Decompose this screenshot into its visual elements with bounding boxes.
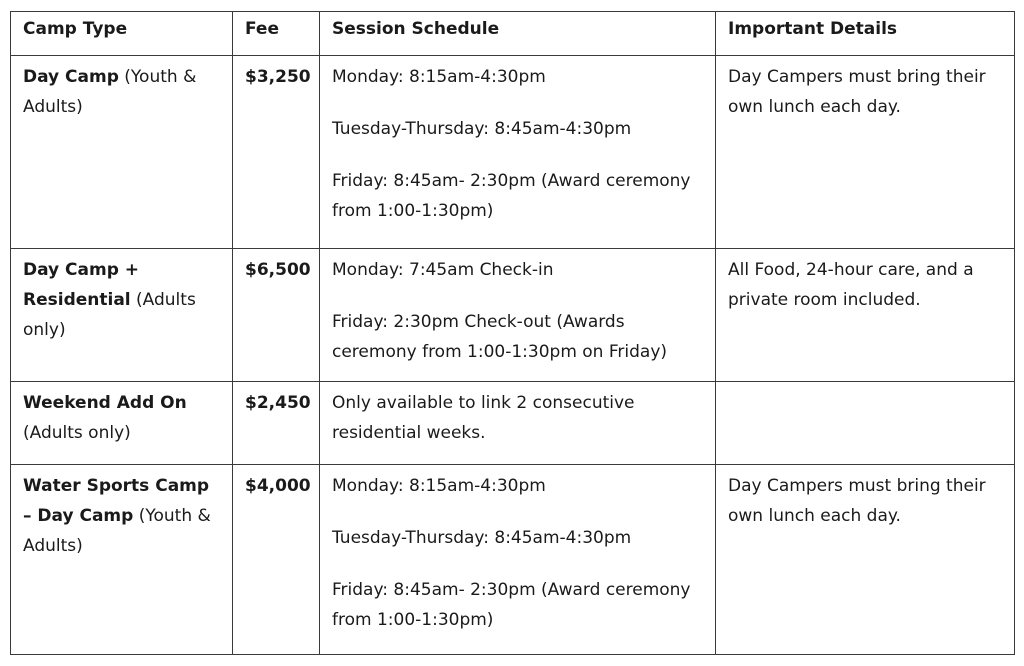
schedule-line: Monday: 8:15am-4:30pm	[332, 67, 546, 87]
header-fee: Fee	[233, 12, 320, 56]
camp-type-audience: (Adults only)	[23, 423, 131, 443]
schedule-line: Monday: 8:15am-4:30pm	[332, 476, 546, 496]
table-row	[11, 56, 1015, 249]
details-cell: All Food, 24-hour care, and a private room included.	[716, 249, 1015, 382]
camp-type-cell	[11, 56, 233, 249]
schedule-line: Friday: 2:30pm Check-out (Awards ceremony from 1:00-1:30pm on Friday)	[332, 312, 668, 362]
camp-pricing-table	[10, 11, 1015, 655]
camp-type-name: Day Camp + Residential	[23, 260, 140, 310]
table-header-row	[11, 12, 1015, 56]
schedule-line: Tuesday-Thursday: 8:45am-4:30pm	[332, 528, 632, 548]
schedule-cell	[320, 249, 716, 382]
details-cell	[716, 382, 1015, 465]
table-row	[11, 249, 1015, 382]
camp-type-cell	[11, 382, 233, 465]
schedule-line: Friday: 8:45am- 2:30pm (Award ceremony from 1:00-1:30pm)	[332, 580, 691, 630]
details-cell: Day Campers must bring their own lunch each day.	[716, 56, 1015, 249]
fee-cell: $6,500	[233, 249, 320, 382]
fee-cell: $4,000	[233, 465, 320, 655]
details-cell: Day Campers must bring their own lunch each day.	[716, 465, 1015, 655]
schedule-cell	[320, 56, 716, 249]
camp-type-audience: (Adults only)	[23, 290, 196, 340]
schedule-cell	[320, 465, 716, 655]
table-row	[11, 382, 1015, 465]
header-camp-type: Camp Type	[11, 12, 233, 56]
camp-type-name: Water Sports Camp – Day Camp	[23, 476, 210, 526]
camp-type-cell	[11, 249, 233, 382]
schedule-line: Only available to link 2 consecutive residential weeks.	[332, 393, 635, 443]
camp-type-audience: (Youth & Adults)	[23, 506, 211, 556]
camp-type-name: Day Camp	[23, 67, 119, 87]
table-row	[11, 465, 1015, 655]
camp-type-name: Weekend Add On	[23, 393, 187, 413]
fee-cell: $2,450	[233, 382, 320, 465]
schedule-line: Friday: 8:45am- 2:30pm (Award ceremony from 1:00-1:30pm)	[332, 171, 691, 221]
header-session-schedule: Session Schedule	[320, 12, 716, 56]
header-important-details: Important Details	[716, 12, 1015, 56]
fee-cell: $3,250	[233, 56, 320, 249]
schedule-line: Tuesday-Thursday: 8:45am-4:30pm	[332, 119, 632, 139]
schedule-cell	[320, 382, 716, 465]
camp-type-audience: (Youth & Adults)	[23, 67, 197, 117]
camp-type-cell	[11, 465, 233, 655]
schedule-line: Monday: 7:45am Check-in	[332, 260, 554, 280]
